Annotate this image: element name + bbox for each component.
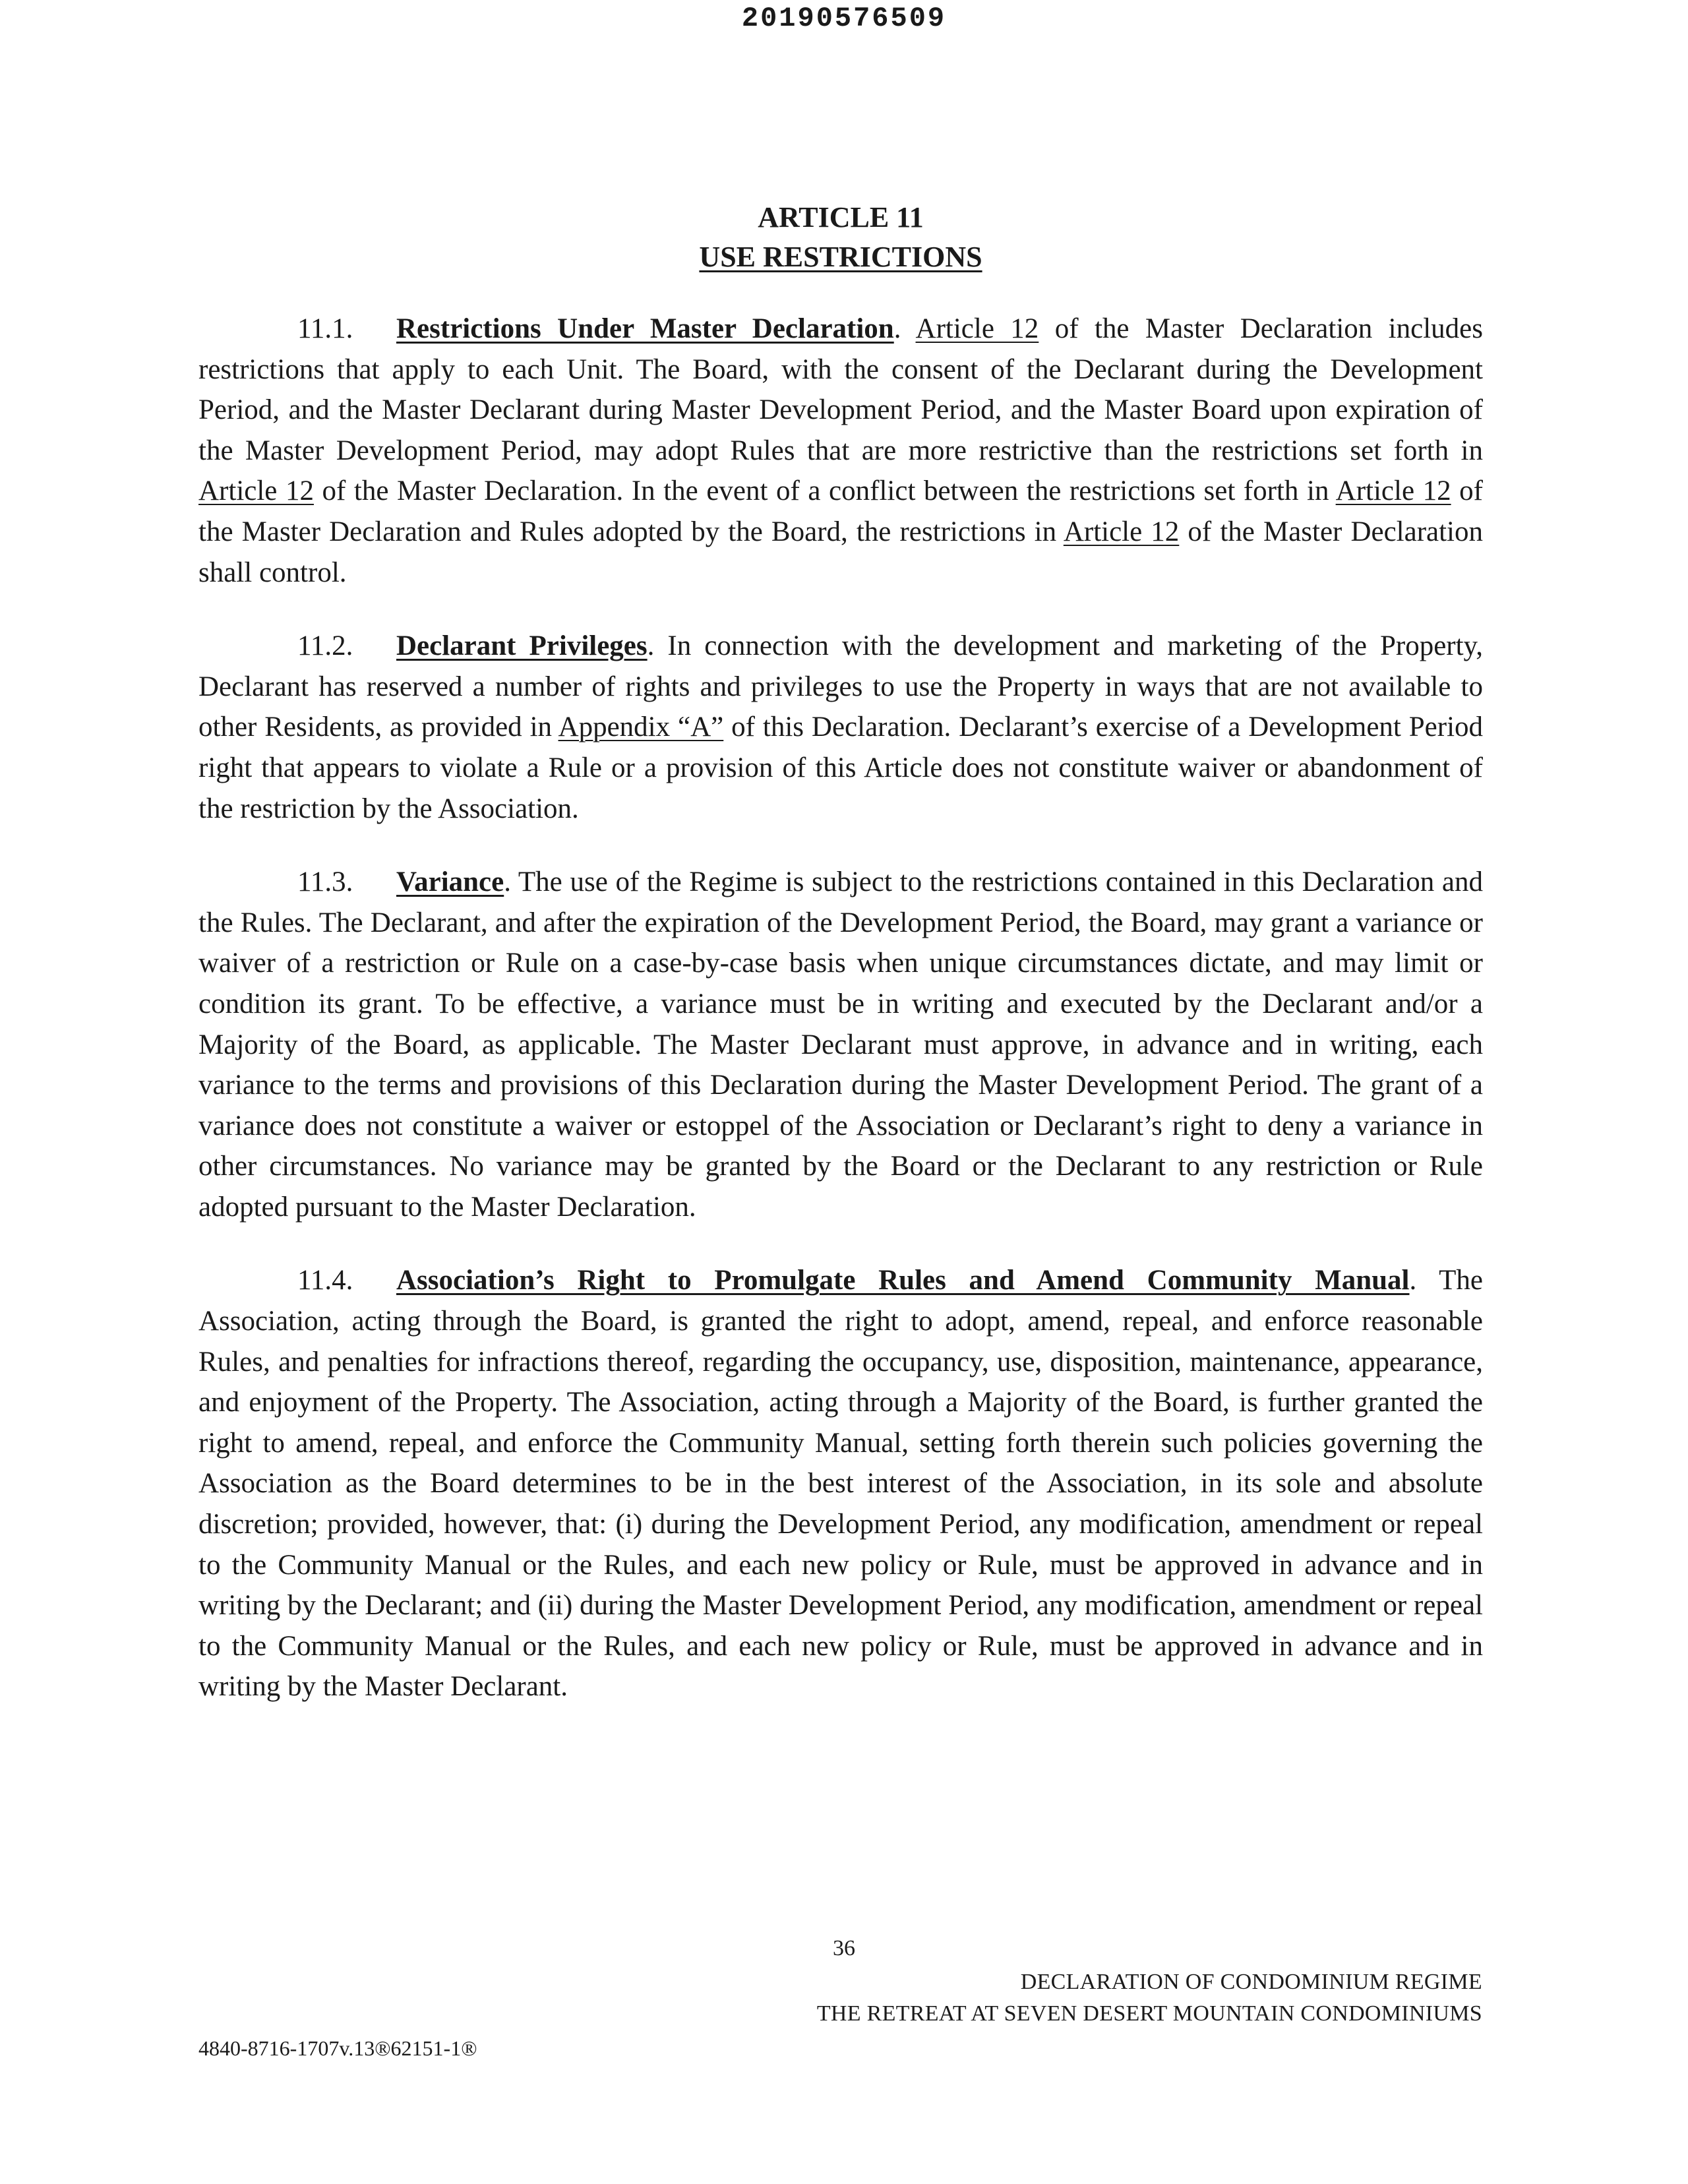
page-number: 36: [833, 1936, 855, 1960]
section-text: . The use of the Regime is subject to the restrictions contained in this Declaration and the Rules. The Declarant, and after the expiration of the Development Period, the Board, may grant a variance or waiver of a restriction or Rule on a case-by-case basis when unique circumstances dictate, and may limit or condition its grant. To be effective, a variance must be in writing and executed by the Declarant and/or a Majority of the Board, as applicable. The Master Declarant must approve, in advance and in writing, each variance to the terms and provisions of this Declaration during the Master Development Period. The grant of a variance does not constitute a waiver or estoppel of the Association or Declarant’s right to deny a variance in other circumstances. No variance may be granted by the Board or the Declarant to any restriction or Rule adopted pursuant to the Master Declaration.: [198, 866, 1483, 1223]
section-title: Association’s Right to Promulgate Rules and Amend Community Manual: [396, 1265, 1410, 1296]
sections: [198, 309, 1483, 1707]
section-text: .: [893, 313, 916, 344]
cross-reference: Article 12: [1063, 516, 1180, 547]
footer-title: [817, 1966, 1482, 2030]
section-text: . The Association, acting through the Board, is granted the right to adopt, amend, repeal, and enforce reasonable Rules, and penalties for infractions thereof, regarding the occupancy, use, disposition, maintenance, appearance, and enjoyment of the Property. The Association, acting through a Majority of the Board, is further granted the right to amend, repeal, and enforce the Community Manual, setting forth therein such policies governing the Association as the Board determines to be in the best interest of the Association, in its sole and absolute discretion; provided, however, that: (i) during the Development Period, any modification, amendment or repeal to the Community Manual or the Rules, and each new policy or Rule, must be approved in advance and in writing by the Declarant; and (ii) during the Master Development Period, any modification, amendment or repeal to the Community Manual or the Rules, and each new policy or Rule, must be approved in advance and in writing by the Master Declarant.: [198, 1265, 1484, 1703]
recording-number: 20190576509: [741, 3, 947, 34]
section-text: of the Master Declaration and Rules adopted by the Board, the restrictions in: [198, 475, 1483, 547]
section-11-3: [198, 862, 1483, 1227]
cross-reference: Article 12: [915, 313, 1039, 344]
cross-reference: Article 12: [1335, 475, 1451, 507]
section-number: 11.3.: [297, 866, 353, 898]
section-title: Declarant Privileges: [396, 630, 648, 662]
footer-line-2: THE RETREAT AT SEVEN DESERT MOUNTAIN CONDOMINIUMS: [816, 2001, 1482, 2026]
cross-reference: Appendix “A”: [558, 712, 724, 743]
section-title: Variance: [396, 866, 504, 898]
section-text: of the Master Declaration shall control.: [198, 516, 1484, 588]
section-number: 11.4.: [297, 1265, 353, 1296]
section-text: of the Master Declaration. In the event of a conflict between the restrictions set forth in: [313, 475, 1336, 507]
section-number: 11.1.: [297, 313, 353, 344]
section-text: . In connection with the development and marketing of the Property, Declarant has reserved a number of rights and privileges to use the Property in ways that are not available to other Residents, as provided in: [198, 630, 1484, 743]
document-id: 4840-8716-1707v.13®62151-1®: [198, 2036, 477, 2060]
section-text: of this Declaration. Declarant’s exercise of a Development Period right that appears to violate a Rule or a provision of this Article does not constitute waiver or abandonment of the restriction by the Association.: [198, 712, 1484, 824]
section-title: Restrictions Under Master Declaration: [396, 313, 894, 344]
section-number: 11.2.: [297, 630, 353, 662]
section-text: of the Master Declaration includes restrictions that apply to each Unit. The Board, with the consent of the Declarant during the Development Period, and the Master Declarant during Master Development Period, and the Master Board upon expiration of the Master Development Period, may adopt Rules that are more restrictive than the restrictions set forth in: [198, 313, 1483, 466]
section-11-4: [198, 1260, 1483, 1707]
section-11-2: [198, 626, 1483, 829]
cross-reference: Article 12: [198, 475, 314, 507]
article-heading: [198, 198, 1483, 277]
section-11-1: [198, 309, 1483, 593]
footer-line-1: DECLARATION OF CONDOMINIUM REGIME: [1020, 1970, 1482, 1994]
article-title: USE RESTRICTIONS: [699, 241, 982, 273]
article-number: ARTICLE 11: [758, 201, 924, 233]
page-body: [198, 198, 1483, 1740]
